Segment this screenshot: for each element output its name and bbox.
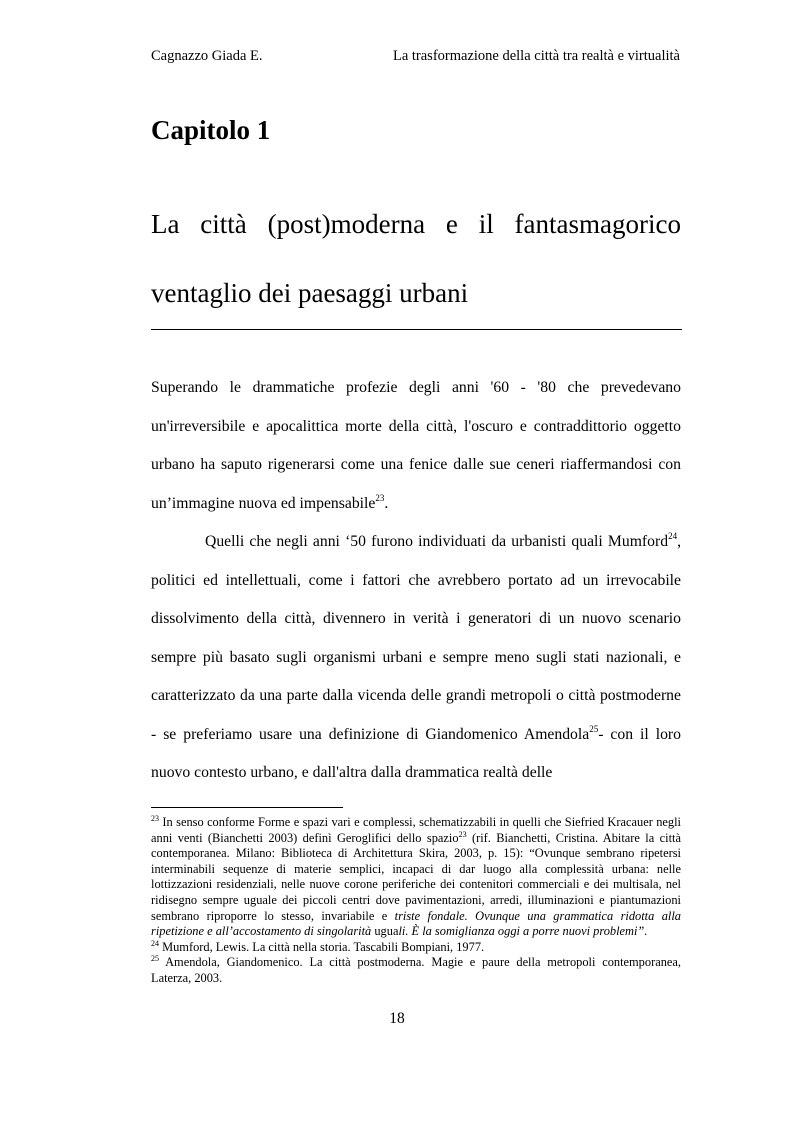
footnote-23-italic-end: li. È la somiglianza oggi a porre nuovi problemi”. [398, 924, 648, 939]
footnote-number: 25 [151, 954, 159, 964]
header-thesis-title: La trasformazione della città tra realtà e virtualità [392, 48, 680, 64]
paragraph-1 [151, 369, 681, 523]
footnote-25 [151, 955, 681, 986]
paragraph-1-tail: . [384, 494, 389, 512]
chapter-label: Capitolo 1 [151, 115, 271, 145]
header-author: Cagnazzo Giada E. [151, 48, 263, 64]
paragraph-1-text: Superando le drammatiche profezie degli anni '60 - '80 che prevedevano un'irreversibile e apocalittica morte della città, l'oscuro e contraddittorio oggetto urbano ha saputo rigenerarsi come una fenice dalle sue ceneri riaffermandosi con un’immagine nuova ed impensabile [151, 379, 681, 512]
paragraph-2 [151, 523, 681, 793]
footnote-divider [151, 807, 343, 808]
footnote-23-text-a: In senso conforme Forme e spazi vari e complessi, schematizzabili in quelli che Siefried Kracauer negli anni venti (Bianchetti 2003) definì Geroglifici dello spazio [151, 815, 681, 845]
footnotes [151, 815, 681, 987]
footnote-24-text: Mumford, Lewis. La città nella storia. Tascabili Bompiani, 1977. [159, 939, 485, 954]
footnote-23-text-d: ugua [371, 924, 399, 939]
chapter-title: La città (post)moderna e il fantasmagorico ventaglio dei paesaggi urbani [151, 209, 681, 308]
footnote-24 [151, 940, 681, 956]
running-header [151, 48, 680, 65]
footnote-23-italic-quote: triste fondale. Ovunque una grammatica ridotta alla ripetizione e all’accostamento di singolarità [151, 908, 681, 939]
footnote-23-text-b: (rif. Bianchetti, Cristina. Abitare la città contemporanea. Milano: Biblioteca di Architettura Skira, 2003, p. 15): “Ovunque sembrano ripetersi interminabili sequenze di materie semplici, incapaci di dar luogo alla complessità urbana: nelle lottizzazioni residenziali, nelle nuove corone periferiche dei contenitori commerciali e dei multisala, nel ridisegno sempre uguale dei piccoli centri dove pavimentazioni, arredi, illuminazioni e piantumazioni sembrano riproporre lo stesso, invariabile e [151, 830, 681, 923]
footnote-ref-25: 25 [589, 723, 599, 734]
footnote-23-ref: 23 [458, 829, 467, 839]
title-divider [151, 329, 682, 330]
footnote-25-text: Amendola, Giandomenico. La città postmoderna. Magie e paure della metropoli contemporanea, Laterza, 2003. [151, 955, 681, 985]
paragraph-2-part-3: - con il loro nuovo contesto urbano, e dall'altra dalla drammatica realtà delle [151, 725, 681, 781]
paragraph-2-part-2: , politici ed intellettuali, come i fattori che avrebbero portato ad un irrevocabile dissolvimento della città, divennero in verità i generatori di un nuovo scenario sempre più basato sugli organismi urbani e sempre meno sugli stati nazionali, e caratterizzato da una parte dalla vicenda delle grandi metropoli o città postmoderne - se preferiamo usare una definizione di Giandomenico Amendola [151, 533, 681, 743]
footnote-number: 24 [151, 938, 159, 948]
body-text [151, 369, 681, 793]
footnote-ref-24: 24 [668, 531, 678, 541]
footnote-number: 23 [151, 814, 159, 823]
page-number: 18 [389, 1010, 405, 1027]
paragraph-2-part-1: Quelli che negli anni ‘50 furono individuati da urbanisti quali Mumford [205, 533, 669, 550]
footnote-23 [151, 815, 681, 940]
footnote-ref-23: 23 [375, 492, 385, 503]
